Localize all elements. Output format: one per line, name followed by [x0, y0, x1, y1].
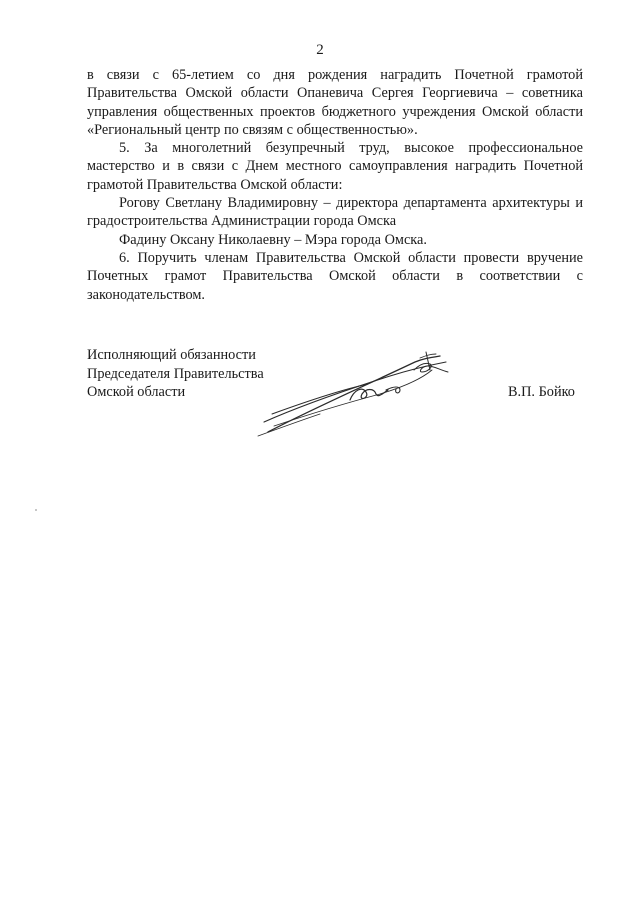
page-number: 2 [316, 42, 324, 58]
signatory-title-line: Председателя Правительства [87, 365, 264, 382]
signatory-title [87, 346, 264, 402]
signatory-name: В.П. Бойко [508, 384, 575, 400]
paragraph-item-5: 5. За многолетний безупречный труд, высокое профессиональное мастерство и в связи с Днем местного самоуправления наградить Почетной грамотой Правительства Омской области: [87, 140, 583, 193]
signatory-title-line: Омской области [87, 384, 186, 400]
paragraph-award-opanevich: в связи с 65-летием со дня рождения наградить Почетной грамотой Правительства Омской области Опаневича Сергея Георгиевича – советника управления общественных проектов бюджетного учреждения Омской области «Региональный центр по связям с общественностью». [87, 67, 583, 138]
scan-artifact [35, 509, 37, 511]
signatory-title-line: Исполняющий обязанности [87, 347, 256, 363]
document-body [87, 66, 583, 304]
handwritten-signature [250, 340, 460, 440]
paragraph-award-rogova: Рогову Светлану Владимировну – директора департамента архитектуры и градостроительства Администрации города Омска [87, 195, 583, 230]
paragraph-item-6: 6. Поручить членам Правительства Омской области провести вручение Почетных грамот Правительства Омской области в соответствии с законодательством. [87, 249, 583, 303]
paragraph-award-fadina: Фадину Оксану Николаевну – Мэра города Омска. [119, 231, 427, 248]
